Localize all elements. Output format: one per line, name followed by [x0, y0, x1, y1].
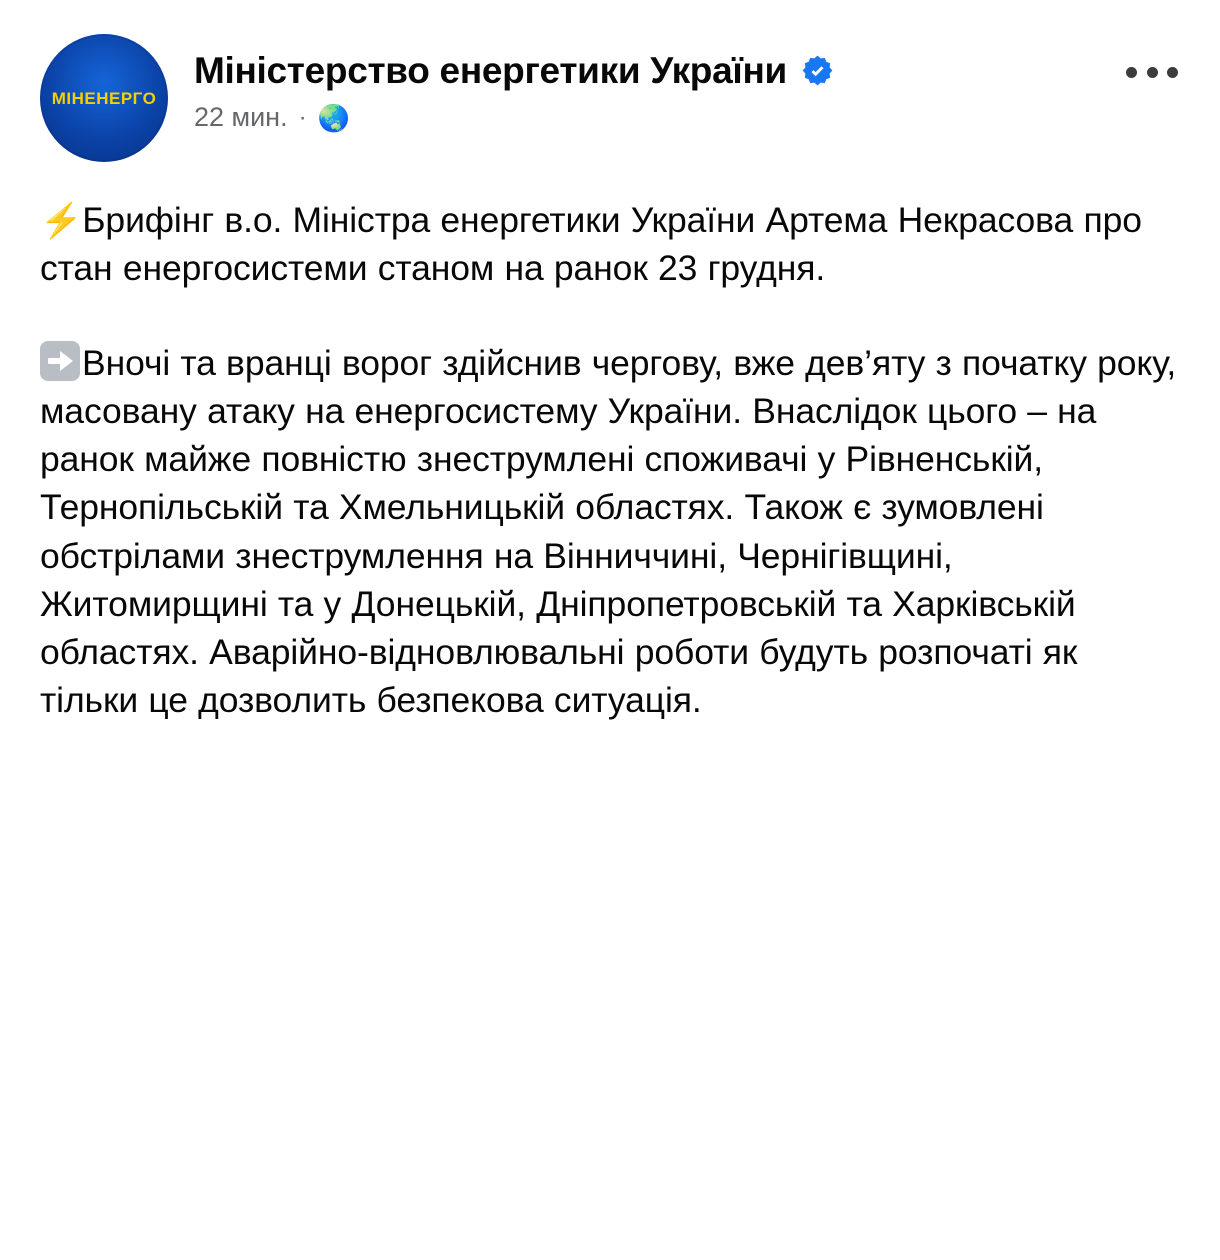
post-paragraph-text: Брифінг в.о. Міністра енергетики України Артема Некрасова про стан енергосистеми станом на ранок 23 грудня. [40, 200, 1142, 289]
arrow-right-icon [40, 341, 80, 381]
avatar-ring [40, 34, 168, 162]
ellipsis-icon[interactable] [1124, 52, 1180, 92]
high-voltage-icon: ⚡ [40, 202, 83, 240]
post-header [40, 34, 1180, 162]
post-body [40, 196, 1180, 725]
post-header-text [168, 34, 834, 134]
post-paragraph-text: Вночі та вранці ворог здійснив чергову, вже дев’яту з початку року, масовану атаку на енергосистему України. Внаслідок цього – на ранок майже повністю знеструмлені споживачі у Рівненській, Тернопільській та Хмельницькій областях. Також є зумовлені обстрілами знеструмлення на Вінниччині, Чернігівщині, Житомирщині та у Донецькій, Дніпропетровській та Харківській областях. Аварійно-відновлювальні роботи будуть розпочаті як тільки це дозволить безпекова ситуація. [40, 342, 1177, 721]
globe-icon[interactable]: 🌏 [317, 102, 350, 133]
timestamp[interactable]: 22 мин. [194, 102, 288, 133]
ellipsis-dot [1147, 67, 1158, 78]
meta-separator: · [298, 103, 307, 131]
avatar-label: МІНЕНЕРГО [51, 88, 157, 108]
ellipsis-dot [1167, 67, 1178, 78]
post-paragraph [40, 339, 1180, 725]
author-row [194, 50, 834, 91]
post-paragraph [40, 196, 1180, 293]
post-meta [194, 101, 834, 133]
verified-badge-icon [801, 54, 834, 87]
page-title[interactable]: Міністерство енергетики України [194, 50, 787, 91]
ellipsis-dot [1126, 67, 1137, 78]
avatar[interactable] [40, 34, 168, 162]
